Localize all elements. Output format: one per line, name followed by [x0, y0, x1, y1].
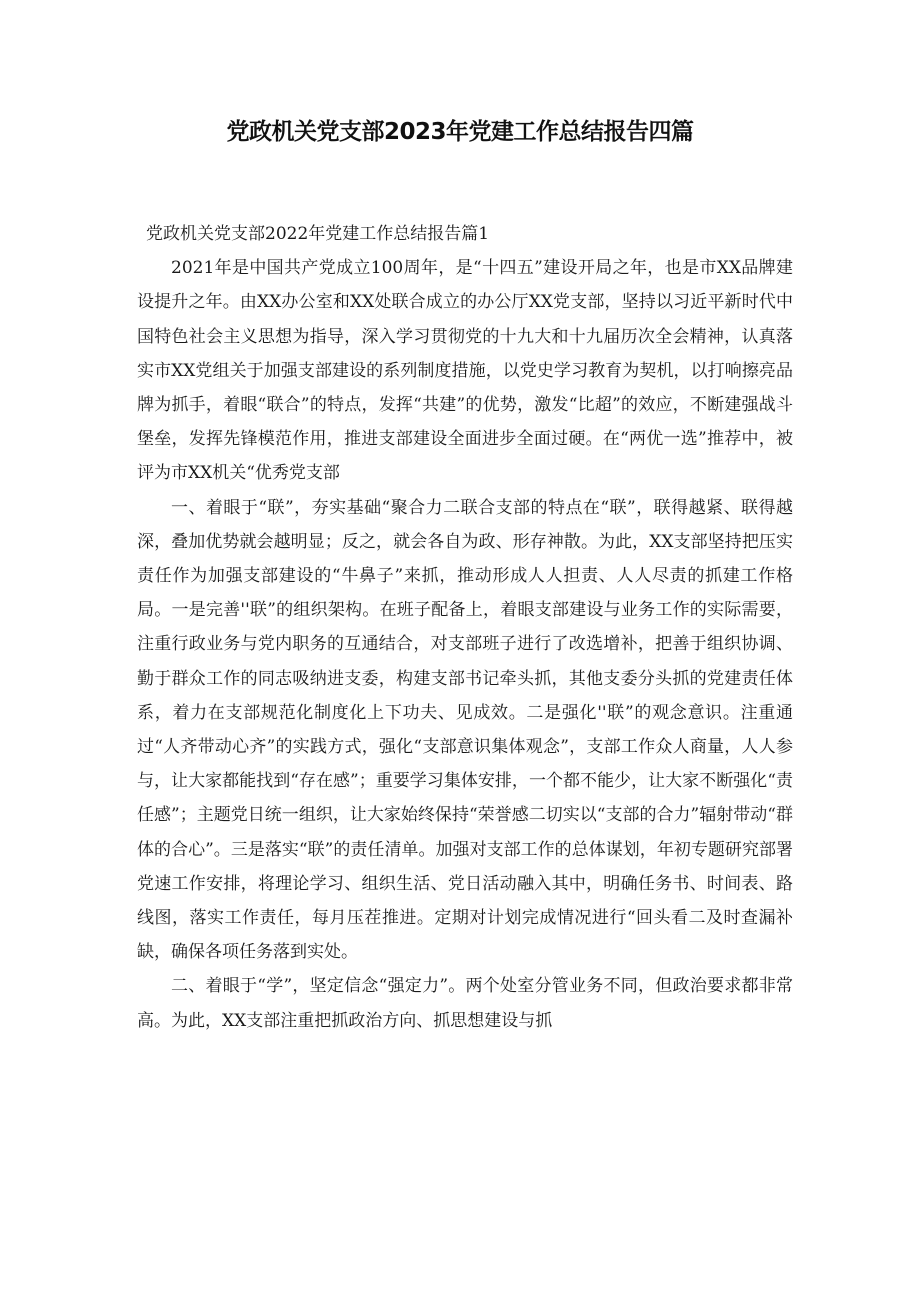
- section-two-paragraph: 二、着眼于“学”，坚定信念“强定力”。两个处室分管业务不同，但政治要求都非常高。为此，XX支部注重把抓政治方向、抓思想建设与抓: [137, 976, 793, 1031]
- document-body: [137, 217, 793, 1038]
- intro-paragraph: 2021年是中国共产党成立100周年，是“十四五”建设开局之年，也是市XX品牌建设提升之年。由XX办公室和XX处联合成立的办公厅XX党支部，坚持以习近平新时代中国特色社会主义思想为指导，深入学习贯彻党的十九大和十九届历次全会精神，认真落实市XX党组关于加强支部建设的系列制度措施，以党史学习教育为契机，以打响擦亮品牌为抓手，着眼“联合”的特点，发挥“共建”的优势，激发“比超”的效应，不断建强战斗堡垒，发挥先锋模范作用，推进支部建设全面进步全面过硬。在“两优一选”推荐中，被评为市XX机关“优秀党支部: [137, 258, 793, 484]
- section-one-paragraph: 一、着眼于“联”，夯实基础“聚合力二联合支部的特点在“联”，联得越紧、联得越深，叠加优势就会越明显；反之，就会各自为政、形存神散。为此，XX支部坚持把压实责任作为加强支部建设的“牛鼻子”来抓，推动形成人人担责、人人尽责的抓建工作格局。一是完善''联”的组织架构。在班子配备上，着眼支部建设与业务工作的实际需要，注重行政业务与党内职务的互通结合，对支部班子进行了改选增补，把善于组织协调、勤于群众工作的同志吸纳进支委，构建支部书记牵头抓，其他支委分头抓的党建责任体系，着力在支部规范化制度化上下功夫、见成效。二是强化''联”的观念意识。注重通过“人齐带动心齐”的实践方式，强化“支部意识集体观念”，支部工作众人商量，人人参与，让大家都能找到“存在感”；重要学习集体安排，一个都不能少，让大家不断强化“责任感”；主题党日统一组织，让大家始终保持“荣誉感二切实以“支部的合力”辐射带动“群体的合心”。三是落实“联”的责任清单。加强对支部工作的总体谋划，年初专题研究部署党速工作安排，将理论学习、组织生活、党日活动融入其中，明确任务书、时间表、路线图，落实工作责任，每月压茬推进。定期对计划完成情况进行“回头看二及时查漏补缺，确保各项任务落到实处。: [137, 497, 793, 963]
- document-title: 党政机关党支部2023年党建工作总结报告四篇: [226, 119, 694, 145]
- section-heading: 党政机关党支部2022年党建工作总结报告篇1: [146, 224, 490, 244]
